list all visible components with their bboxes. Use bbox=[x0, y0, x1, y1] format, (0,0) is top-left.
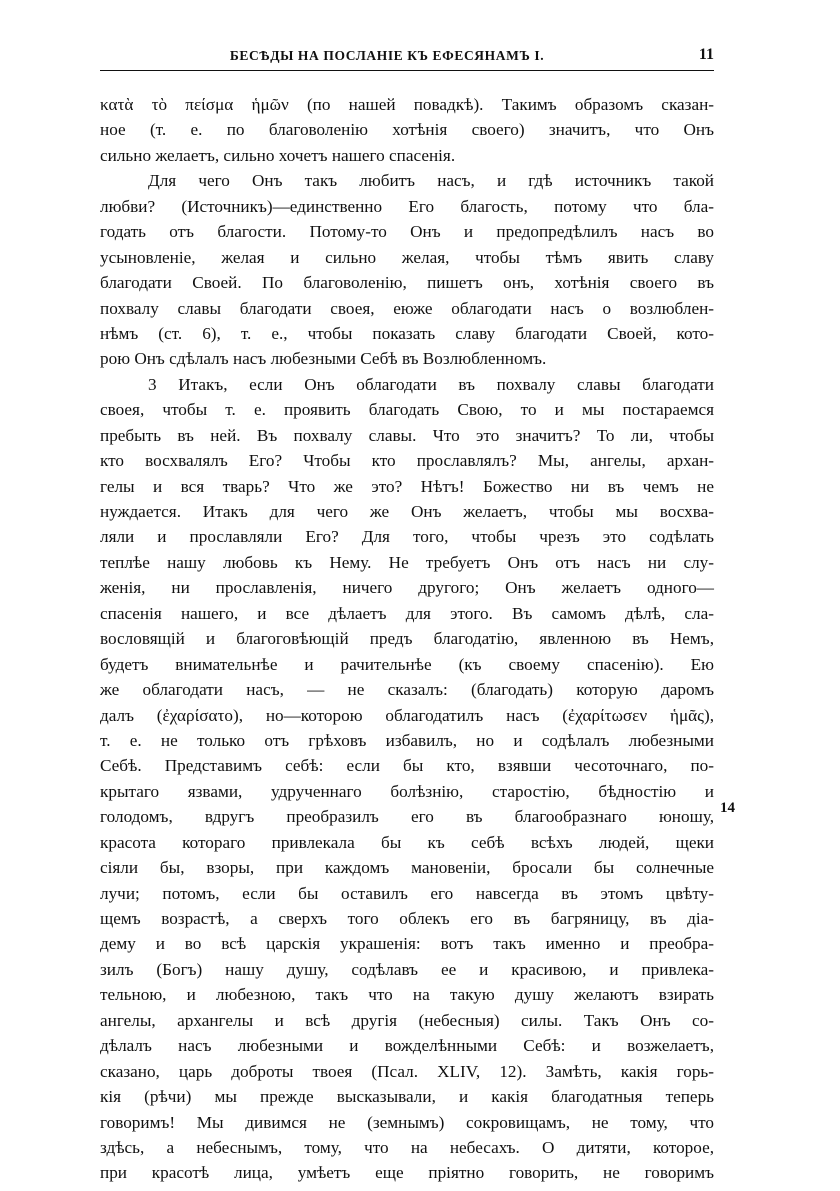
text-line: далъ (ἐχαρίσατο), но—которою облагодатилъ насъ (ἐχαρίτωσεν ἡμᾶς), bbox=[100, 705, 714, 725]
text-line: голодомъ, вдругъ преобразилъ его въ благообразнаго юношу, bbox=[100, 807, 714, 827]
text-line: здѣсь, а небеснымъ, тому, что на небесахъ. О дитяти, которое, bbox=[100, 1137, 714, 1157]
text-line: гелы и вся тварь? Что же это? Нѣтъ! Божество ни въ чемъ не bbox=[100, 476, 714, 496]
book-page bbox=[100, 40, 714, 1186]
text-line: любви? (Источникъ)—единственно Его благость, потому что бла- bbox=[100, 196, 714, 216]
text-line: усыновленіе, желая и сильно желая, чтобы тѣмъ явить славу bbox=[100, 247, 714, 267]
text-line: Для чего Онъ такъ любитъ насъ, и гдѣ источникъ такой bbox=[148, 171, 714, 191]
text-line: дѣлалъ насъ любезными и вожделѣнными Себѣ: и возжелаетъ, bbox=[100, 1036, 714, 1056]
text-line: нѣмъ (ст. 6), т. е., чтобы показать славу благодати Своей, кото- bbox=[100, 323, 714, 343]
body-text bbox=[100, 92, 714, 1186]
text-line: пребыть въ ней. Въ похвалу славы. Что это значитъ? То ли, чтобы bbox=[100, 425, 714, 445]
text-line: сіяли бы, взоры, при каждомъ мановеніи, бросали бы солнечные bbox=[100, 858, 714, 878]
text-line: зилъ (Богъ) нашу душу, содѣлавъ ее и красивою, и привлека- bbox=[100, 959, 714, 979]
text-line: нуждается. Итакъ для чего же Онъ желаетъ, чтобы мы восхва- bbox=[100, 502, 714, 521]
text-line: тельною, и любезною, такъ что на такую душу желаютъ взирать bbox=[100, 985, 714, 1005]
text-line: спасенія нашего, и все дѣлаетъ для этого. Въ самомъ дѣлѣ, сла- bbox=[100, 603, 714, 623]
margin-reference-number: 14 bbox=[720, 800, 735, 816]
text-line: Себѣ. Представимъ себѣ: если бы кто, взявши чесоточнаго, по- bbox=[100, 756, 714, 776]
text-line: говоримъ! Мы дивимся не (земнымъ) сокровищамъ, не тому, что bbox=[100, 1112, 714, 1132]
text-line: при красотѣ лица, умѣетъ еще пріятно говорить, не говоримъ bbox=[100, 1163, 714, 1183]
page-number: 11 bbox=[698, 46, 714, 63]
text-line: сильно желаетъ, сильно хочетъ нашего спасенія. bbox=[100, 145, 456, 165]
text-line: ляли и прославляли Его? Для того, чтобы чрезъ это содѣлать bbox=[100, 527, 714, 547]
text-line: щемъ возрастѣ, а сверхъ того облекъ его въ багряницу, въ діа- bbox=[100, 909, 714, 928]
text-line: кія (рѣчи) мы прежде высказывали, и какія благодатныя теперь bbox=[100, 1087, 714, 1107]
text-line: же облагодати насъ, — не сказалъ: (благодать) которую даромъ bbox=[100, 680, 714, 700]
running-header bbox=[100, 40, 714, 70]
text-line: ангелы, архангелы и всѣ другія (небесныя) силы. Такъ Онъ со- bbox=[100, 1010, 714, 1030]
text-line: теплѣе нашу любовь къ Нему. Не требуетъ Онъ отъ насъ ни слу- bbox=[100, 552, 714, 572]
text-line: вословящій и благоговѣющій предъ благодатію, явленною въ Немъ, bbox=[100, 629, 714, 649]
text-line: крытаго язвами, удрученнаго болѣзнію, старостію, бѣдностію и bbox=[100, 781, 714, 801]
header-rule bbox=[100, 70, 714, 71]
text-line: κατὰ τὸ πείσμα ἡμῶν (по нашей повадкѣ). Такимъ образомъ сказан- bbox=[100, 95, 714, 114]
text-line: сказано, царь доброты твоея (Псал. XLIV, 12). Замѣть, какія горь- bbox=[100, 1061, 714, 1081]
text-line: похвалу славы благодати своея, еюже облагодати насъ о возлюблен- bbox=[100, 298, 714, 318]
text-line: дему и во всѣ царскія украшенія: вотъ такъ именно и преобра- bbox=[100, 934, 714, 954]
text-line: женія, ни прославленія, ничего другого; Онъ желаетъ одного— bbox=[100, 578, 714, 598]
text-line: красота котораго привлекала бы къ себѣ всѣхъ людей, щеки bbox=[100, 832, 714, 852]
text-line: благодати Своей. По благоволенію, пишетъ онъ, хотѣнія своего въ bbox=[100, 273, 714, 293]
running-title: БЕСѢДЫ НА ПОСЛАНІЕ КЪ ЕФЕСЯНАМЪ I. bbox=[229, 48, 545, 63]
text-line: своея, чтобы т. е. проявить благодать Свою, то и мы постараемся bbox=[100, 400, 714, 420]
text-line: 3 Итакъ, если Онъ облагодати въ похвалу славы благодати bbox=[148, 374, 714, 394]
text-line: будетъ внимательнѣе и рачительнѣе (къ своему спасенію). Ею bbox=[100, 654, 714, 674]
text-line: рою Онъ сдѣлалъ насъ любезными Себѣ въ Возлюбленномъ. bbox=[100, 349, 547, 369]
text-line: ное (т. е. по благоволенію хотѣнія своего) значитъ, что Онъ bbox=[100, 120, 714, 140]
text-line: кто восхвалялъ Его? Чтобы кто прославлялъ? Мы, ангелы, архан- bbox=[100, 451, 714, 471]
text-line: т. е. не только отъ грѣховъ избавилъ, но и содѣлалъ любезными bbox=[100, 730, 714, 750]
text-line: лучи; потомъ, если бы оставилъ его навсегда въ этомъ цвѣту- bbox=[100, 883, 714, 903]
text-line: годать отъ благости. Потому-то Онъ и предопредѣлилъ насъ во bbox=[100, 222, 714, 242]
